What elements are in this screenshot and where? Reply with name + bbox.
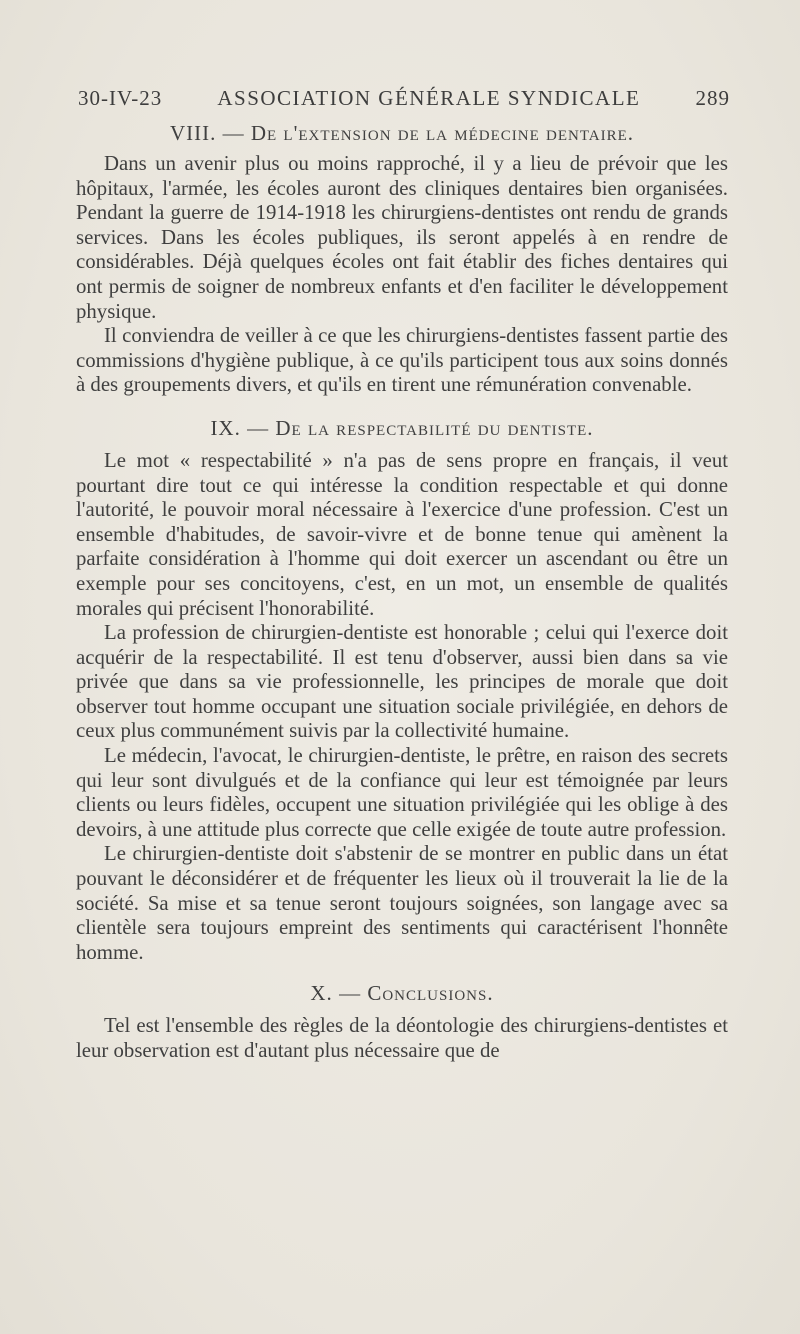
section-number: VIII.: [169, 121, 217, 145]
paragraph: Le chirurgien-dentiste doit s'abstenir de se montrer en public dans un état pouvant le déconsidérer et de fréquenter les lieux où il trouverait la lie de la société. Sa mise et sa tenue seront toujours soignées, son langage avec sa clientèle sera toujours empreint des sentiments qui caractérisent l'honnête homme.: [76, 842, 728, 964]
paragraph: Il conviendra de veiller à ce que les chirurgiens-dentistes fassent partie des commissions d'hygiène publique, à ce qu'ils participent tous aux soins donnés à des groupements divers, et qu'ils en tirent une rémunération convenable.: [76, 324, 728, 397]
running-head: [78, 86, 730, 111]
section-title: De l'extension de la médecine dentaire.: [250, 121, 635, 145]
section-dash: —: [247, 415, 270, 440]
section-dash: —: [222, 121, 245, 145]
section-title: De la respectabilité du dentiste.: [275, 415, 594, 440]
section-dash: —: [339, 981, 362, 1006]
section-number: IX.: [210, 415, 241, 440]
page-number: 289: [695, 86, 730, 110]
section-heading-x: [76, 981, 728, 1006]
header-date: 30-IV-23: [78, 86, 163, 110]
section-heading-viii: [76, 121, 728, 146]
paragraph: Dans un avenir plus ou moins rapproché, il y a lieu de prévoir que les hôpitaux, l'armée, les écoles auront des cliniques dentaires bien organisées. Pendant la guerre de 1914-1918 les chirurgiens-dentistes ont rendu de grands services. Dans les écoles publiques, ils seront appelés à en rendre de considérables. Déjà quelques écoles ont fait établir des fiches dentaires qui ont permis de soigner de nombreux enfants et d'en faciliter le développement physique.: [76, 152, 728, 323]
section-title: Conclusions.: [367, 981, 494, 1006]
paragraph: Le mot « respectabilité » n'a pas de sens propre en français, il veut pourtant dire tout ce qui intéresse la condition respectable et qui donne l'autorité, le pouvoir moral nécessaire à l'exercice d'une profession. C'est un ensemble d'habitudes, de savoir-vivre et de bonne tenue qui amènent la parfaite considération à l'homme qui doit exercer un ascendant ou être un exemple pour ses concitoyens, c'est, en un mot, un ensemble de qualités morales qui précisent l'honorabilité.: [76, 448, 728, 620]
section-number: X.: [310, 981, 333, 1006]
paragraph: Le médecin, l'avocat, le chirurgien-dentiste, le prêtre, en raison des secrets qui leur sont divulgués et de la confiance qui leur est témoignée par leurs clients ou leurs fidèles, occupent une situation privilégiée qui les oblige à des devoirs, à une attitude plus correcte que celle exigée de toute autre profession.: [76, 744, 728, 841]
paragraph: La profession de chirurgien-dentiste est honorable ; celui qui l'exerce doit acquérir de la respectabilité. Il est tenu d'observer, aussi bien dans sa vie privée que dans sa vie professionnelle, les principes de morale que doit observer tout homme occupant une situation sociale privilégiée, en dehors de ceux plus communément suivis par la collectivité humaine.: [76, 621, 728, 743]
section-heading-ix: [76, 416, 728, 441]
header-title: ASSOCIATION GÉNÉRALE SYNDICALE: [217, 86, 641, 110]
paragraph: Tel est l'ensemble des règles de la déontologie des chirurgiens-dentistes et leur observation est d'autant plus nécessaire que de: [76, 1014, 728, 1062]
